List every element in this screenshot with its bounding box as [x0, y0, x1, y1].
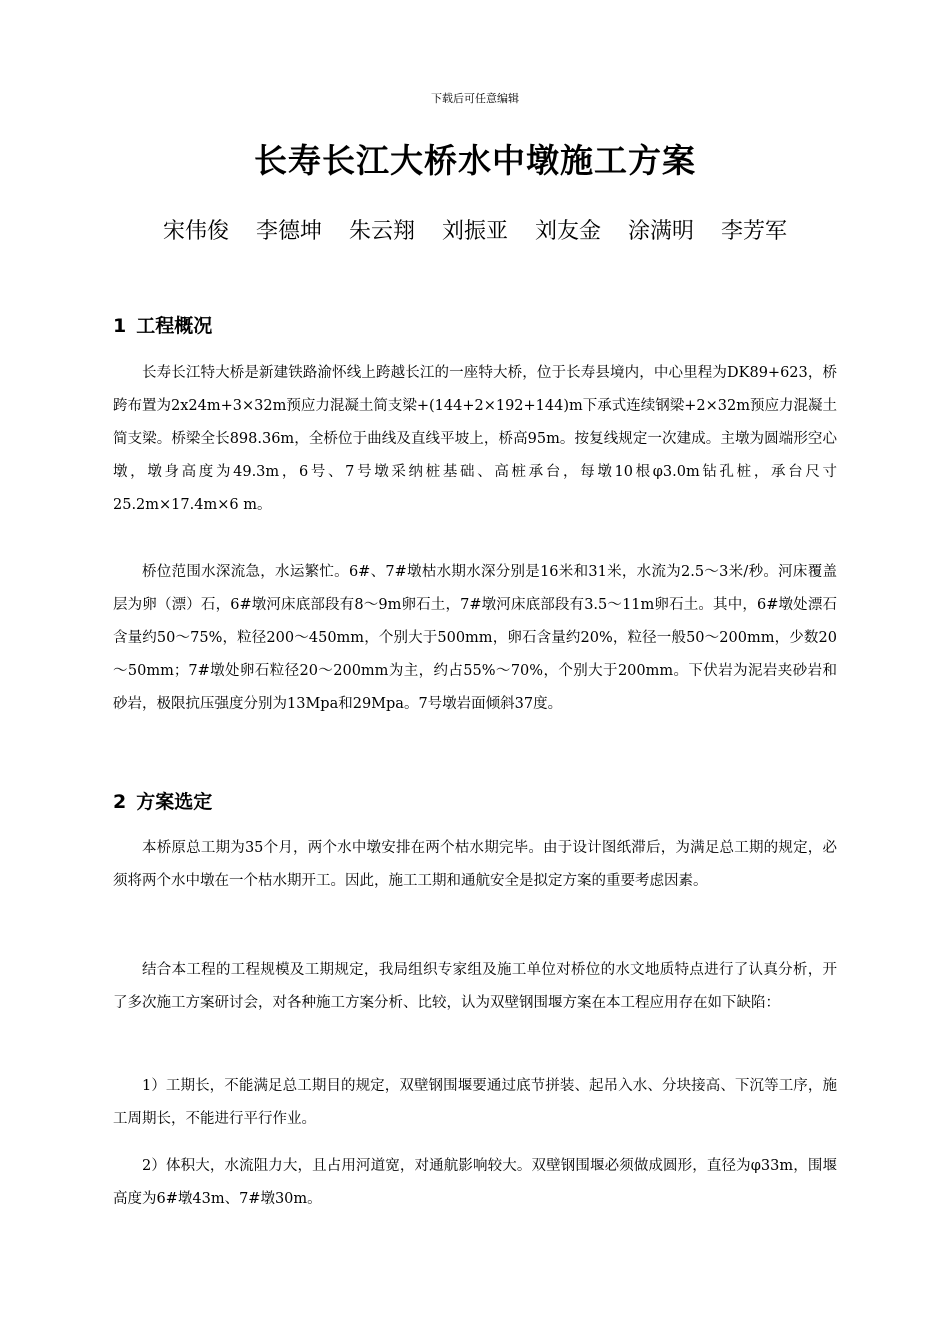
paragraph: 结合本工程的工程规模及工期规定，我局组织专家组及施工单位对桥位的水文地质特点进行了认真分析，开了多次施工方案研讨会，对各种施工方案分析、比较，认为双壁钢围堰方案在本工程应用存在如下缺陷：	[113, 962, 837, 1011]
section-heading	[113, 311, 212, 338]
author-name: 李芳军	[721, 219, 788, 244]
section-number: 2	[113, 791, 127, 813]
section-title: 方案选定	[136, 791, 213, 813]
author-name: 李德坤	[255, 219, 322, 244]
author-name: 宋伟俊	[162, 219, 229, 244]
author-name: 涂满明	[628, 219, 695, 244]
paragraph: 长寿长江特大桥是新建铁路渝怀线上跨越长江的一座特大桥，位于长寿县境内，中心里程为DK89+623，桥跨布置为2x24m+3×32m预应力混凝土简支梁+(144+2×192+144)m下承式连续钢梁+2×32m预应力混凝土简支梁。桥梁全长898.36m，全桥位于曲线及直线平坡上，桥高95m。按复线规定一次建成。主墩为圆端形空心墩，墩身高度为49.3m，6号、7号墩采纳桩基础、高桩承台，每墩10根φ3.0m钻孔桩，承台尺寸25.2m×17.4m×6 m。	[113, 365, 837, 513]
section-title: 工程概况	[136, 315, 213, 337]
paragraph: 本桥原总工期为35个月，两个水中墩安排在两个枯水期完毕。由于设计图纸滞后，为满足总工期的规定，必须将两个水中墩在一个枯水期开工。因此，施工工期和通航安全是拟定方案的重要考虑因素。	[113, 840, 837, 889]
document-title: 长寿长江大桥水中墩施工方案	[254, 141, 696, 180]
paragraph: 桥位范围水深流急，水运繁忙。6#、7#墩枯水期水深分别是16米和31米，水流为2.5～3米/秒。河床覆盖层为卵（漂）石，6#墩河床底部段有8～9m卵石土，7#墩河床底部段有3.5～11m卵石土。其中，6#墩处漂石含量约50～75%，粒径200～450mm，个别大于500mm，卵石含量约20%，粒径一般50～200mm，少数20～50mm；7#墩处卵石粒径20～200mm为主，约占55%～70%，个别大于200mm。下伏岩为泥岩夹砂岩和砂岩，极限抗压强度分别为13Mpa和29Mpa。7号墩岩面倾斜37度。	[113, 564, 837, 712]
section-heading	[113, 787, 212, 814]
author-list	[0, 214, 950, 245]
page-header: 下载后可任意编辑	[431, 92, 519, 105]
paragraph: 1）工期长，不能满足总工期目的规定，双壁钢围堰要通过底节拼装、起吊入水、分块接高、下沉等工序，施工周期长，不能进行平行作业。	[113, 1078, 837, 1127]
paragraph: 2）体积大，水流阻力大，且占用河道宽，对通航影响较大。双壁钢围堰必须做成圆形，直径为φ33m，围堰高度为6#墩43m、7#墩30m。	[113, 1158, 837, 1207]
author-name: 朱云翔	[348, 219, 415, 244]
section-number: 1	[113, 315, 127, 337]
author-name: 刘振亚	[441, 219, 508, 244]
author-name: 刘友金	[535, 219, 602, 244]
